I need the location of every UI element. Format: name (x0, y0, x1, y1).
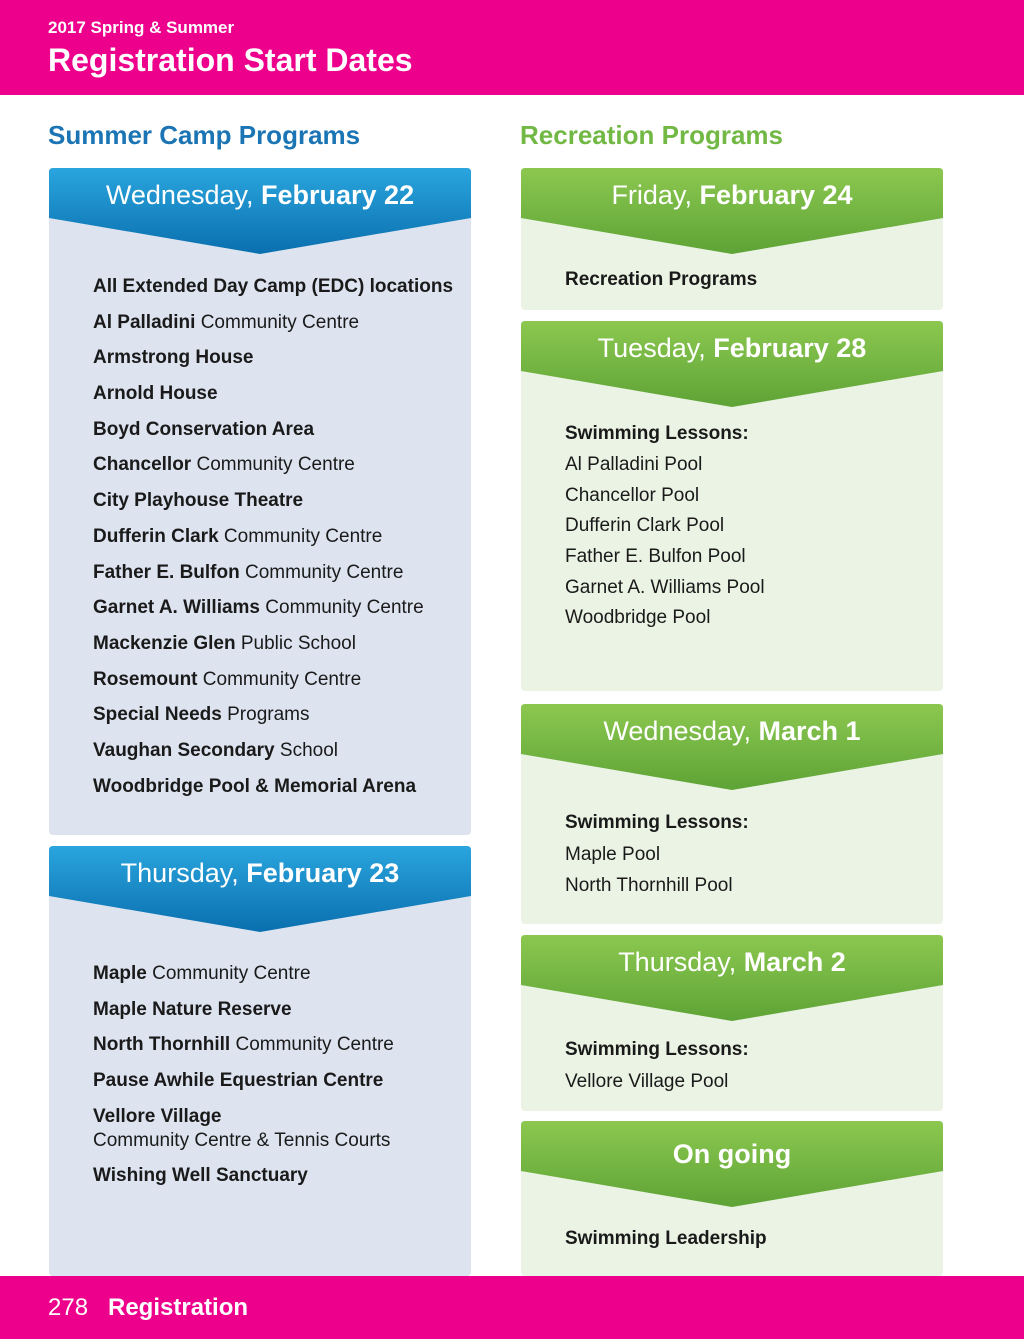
list-item: Woodbridge Pool (565, 607, 711, 629)
list-item: Garnet A. Williams Pool (565, 576, 765, 598)
program-list (565, 422, 765, 630)
program-list (565, 1227, 767, 1251)
location-list (93, 275, 453, 810)
list-item: Armstrong House (93, 347, 254, 369)
recreation-block-ongoing (521, 1121, 943, 1276)
list-item: Dufferin Clark Community Centre (93, 525, 383, 547)
recreation-block-feb24 (521, 168, 943, 310)
banner-date-label: On going (672, 1139, 792, 1169)
footer-section-title: Registration (108, 1294, 249, 1321)
list-header: Swimming Leadership (565, 1228, 767, 1249)
list-item: Father E. Bulfon Community Centre (93, 561, 404, 583)
banner-date-label: Friday, February 24 (611, 180, 853, 210)
list-item: Vellore Village Pool (565, 1071, 729, 1092)
list-item: Pause Awhile Equestrian Centre (93, 1070, 384, 1092)
banner-date-label: Thursday, March 2 (618, 947, 846, 977)
banner-date-label: Wednesday, February 22 (105, 180, 415, 210)
list-header: Swimming Lessons: (565, 812, 749, 833)
program-list (565, 268, 757, 292)
page-number: 278 (48, 1294, 89, 1321)
program-list (565, 811, 749, 898)
list-item: Mackenzie Glen Public School (93, 632, 356, 654)
list-header: Swimming Lessons: (565, 423, 749, 444)
list-item: Vellore Village Community Centre & Tennis Courts (93, 1105, 391, 1151)
recreation-block-mar1 (521, 704, 943, 924)
list-item: Garnet A. Williams Community Centre (93, 597, 424, 619)
list-item: Woodbridge Pool & Memorial Arena (93, 775, 417, 797)
recreation-heading: Recreation Programs (520, 120, 783, 150)
list-item: Maple Community Centre (93, 963, 311, 984)
list-item: City Playhouse Theatre (93, 490, 304, 512)
summer-block-feb23 (49, 846, 471, 1276)
list-item: North Thornhill Pool (565, 875, 733, 896)
list-item: Rosemount Community Centre (93, 668, 362, 690)
header-title: Registration Start Dates (48, 42, 413, 78)
list-item: Boyd Conservation Area (93, 418, 315, 440)
list-item: North Thornhill Community Centre (93, 1034, 394, 1056)
list-item: Al Palladini Community Centre (93, 311, 360, 333)
list-item: Maple Pool (565, 844, 661, 865)
list-item: Chancellor Community Centre (93, 454, 355, 476)
list-header: Swimming Lessons: (565, 1039, 749, 1060)
banner-date-label: Wednesday, March 1 (603, 716, 861, 746)
header-subtitle: 2017 Spring & Summer (48, 18, 235, 37)
banner-date-label: Tuesday, February 28 (597, 333, 867, 363)
list-item: Father E. Bulfon Pool (565, 546, 746, 568)
location-list (93, 962, 394, 1200)
summer-block-feb22 (49, 168, 471, 835)
list-item: Arnold House (93, 383, 218, 405)
summer-camp-heading: Summer Camp Programs (48, 120, 361, 150)
recreation-block-mar2 (521, 935, 943, 1111)
banner-date-label: Thursday, February 23 (120, 858, 400, 888)
list-item: Special Needs Programs (93, 704, 310, 726)
list-item: Wishing Well Sanctuary (93, 1165, 308, 1187)
recreation-block-feb28 (521, 321, 943, 691)
list-item: Chancellor Pool (565, 484, 700, 506)
list-header: Recreation Programs (565, 269, 758, 290)
page-footer (0, 1276, 1024, 1339)
list-item: Dufferin Clark Pool (565, 515, 725, 537)
page-header (0, 0, 1024, 95)
list-item: Maple Nature Reserve (93, 998, 292, 1020)
list-item: Vaughan Secondary School (93, 739, 338, 761)
list-item: Al Palladini Pool (565, 454, 703, 475)
program-list (565, 1038, 749, 1094)
list-item: All Extended Day Camp (EDC) locations (93, 276, 454, 297)
